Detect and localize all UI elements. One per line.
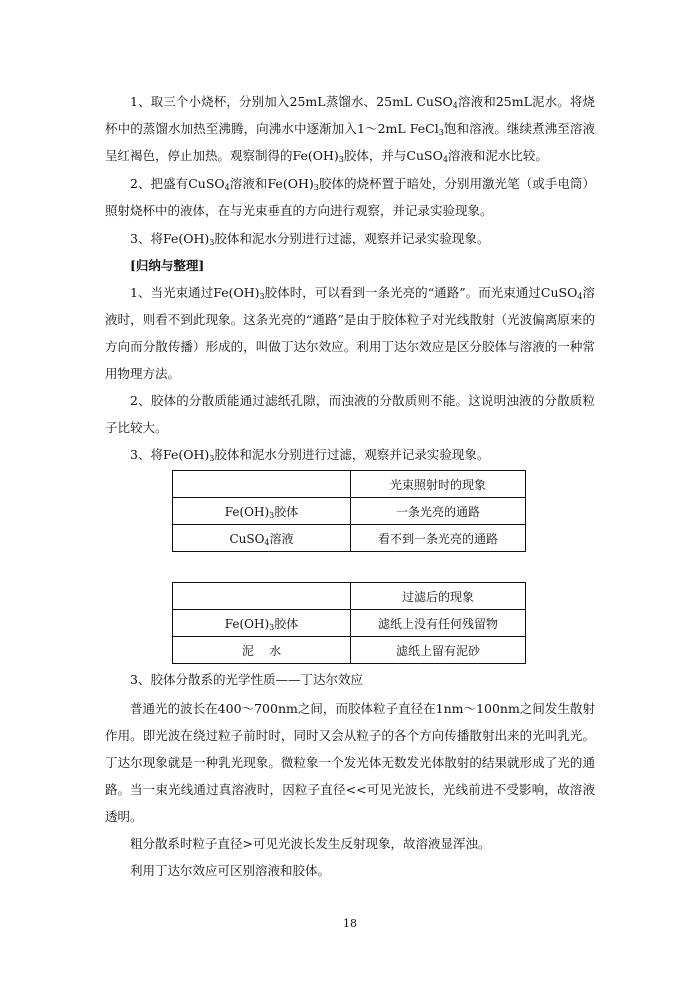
paragraph-step-3: 3、将$Fe(OH)_3$胶体和泥水分别进行过滤，观察并记录实验现象。 (130, 231, 490, 247)
table-cell: CuSO$_4$溶液 (173, 525, 351, 552)
table-cell: 泥 水 (173, 637, 351, 664)
paragraph-summary-2: 2、胶体的分散质能通过滤纸孔隙，而浊液的分散质则不能。这说明浊液的分散质粒子比较大。 (105, 393, 595, 435)
paragraph-coarse-dispersion: 粗分散系时粒子直径>可见光波长发生反射现象，故溶液显浑浊。 (130, 836, 491, 851)
paragraph-summary-1: 1、当光束通过$Fe(OH)_3$胶体时，可以看到一条光亮的“通路”。而光束通过CuSO$_4$溶液时，则看不到此现象。这条光亮的“通路”是由于胶体粒子对光线散射（光波偏离原来的方向而分散传播）形成的，叫做丁达尔效应。利用丁达尔效应是区分胶体与溶液的一种常用物理方法。 (105, 285, 595, 381)
table-cell: 滤纸上留有泥砂 (351, 637, 526, 664)
paragraph-true-solution: 当一束光线通过真溶液时，因粒子直径<<可见光波长，光线前进不受影响，故溶液透明。 (105, 782, 595, 824)
paragraph-step-2: 2、把盛有CuSO$_4$溶液和$Fe(OH)_3$胶体的烧杯置于暗处，分别用激光笔（或手电筒）照射烧杯中的液体，在与光束垂直的方向进行观察，并记录实验现象。 (105, 176, 595, 218)
table-row (173, 498, 526, 525)
section-heading: [归纳与整理] (130, 258, 205, 273)
table-cell: 滤纸上没有任何残留物 (351, 610, 526, 637)
paragraph-step-1: 1、取三个小烧杯，分别加入25mL蒸馏水、25mL CuSO$_4$溶液和25mL泥水。将烧杯中的蒸馏水加热至沸腾，向沸水中逐渐加入1～2mL FeCl$_3$饱和溶液。继续煮沸至溶液呈红褐色，停止加热。观察制得的$Fe(OH)_3$胶体，并与CuSO$_4$溶液和泥水比较。 (105, 94, 595, 164)
table-row (173, 610, 526, 637)
table-cell: 看不到一条光亮的通路 (351, 525, 526, 552)
page-number: 18 (343, 917, 357, 930)
paragraph-summary-3: 3、将$Fe(OH)_3$胶体和泥水分别进行过滤，观察并记录实验现象。 (130, 447, 490, 463)
table-cell (173, 583, 351, 610)
paragraph-optical-heading: 3、胶体分散系的光学性质——丁达尔效应 (130, 672, 363, 687)
light-observation-table (172, 470, 526, 552)
table-row (173, 583, 526, 610)
table-cell: $Fe(OH)_3$胶体 (173, 498, 351, 525)
table-header-cell: 过滤后的现象 (351, 583, 526, 610)
table-row (173, 471, 526, 498)
paragraph-conclusion: 利用丁达尔效应可区别溶液和胶体。 (130, 863, 331, 878)
paragraph-wavelength: 普通光的波长在400～700nm之间，而胶体粒子直径在1nm～100nm之间发生散射作用。即光波在绕过粒子前时时，同时又会从粒子的各个方向传播散射出来的光叫乳光。丁达尔现象就是一种乳光现象。微粒象一个发光体无数发光体散射的结果就形成了光的通路。 (105, 701, 595, 797)
table-row (173, 637, 526, 664)
table-header-cell: 光束照射时的现象 (351, 471, 526, 498)
table-cell: $Fe(OH)_3$胶体 (173, 610, 351, 637)
table-row (173, 525, 526, 552)
filtration-observation-table (172, 582, 526, 664)
table-cell (173, 471, 351, 498)
table-cell: 一条光亮的通路 (351, 498, 526, 525)
